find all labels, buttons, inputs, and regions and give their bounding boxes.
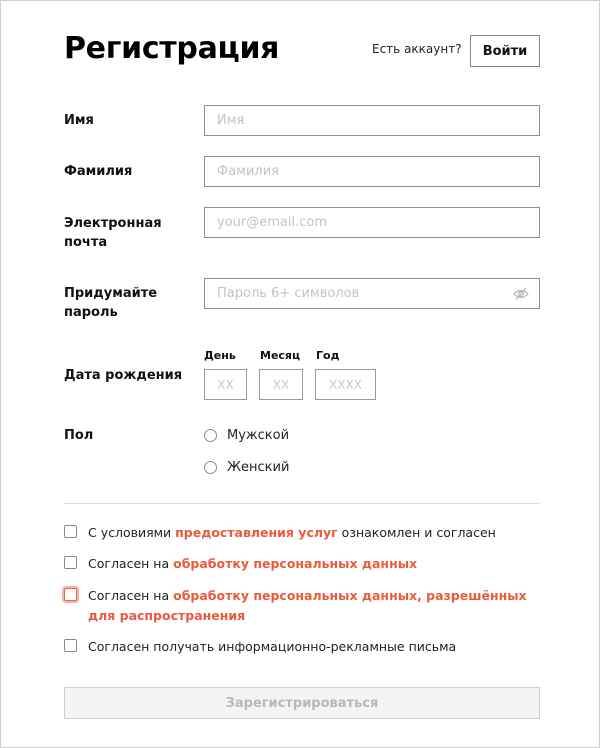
consent-text [88,554,548,574]
day-label: День [204,349,236,362]
gender-option-female[interactable] [204,460,289,475]
checkbox[interactable] [64,639,77,652]
checkbox[interactable] [64,525,77,538]
consent-text [88,586,548,626]
consent-personal-data[interactable] [64,554,548,574]
email-label-line2: почта [64,235,108,250]
consent-public-data[interactable] [64,586,548,626]
email-label [64,214,162,252]
gender-option-label: Женский [227,460,290,475]
checkbox[interactable] [64,556,77,569]
last-name-input[interactable] [204,156,540,187]
radio-button[interactable] [204,461,217,474]
month-input[interactable] [259,369,303,400]
divider [64,503,540,504]
consent-text: Согласен получать информационно-рекламные письма [88,639,457,654]
day-input[interactable] [204,369,247,400]
checkbox[interactable] [64,588,77,601]
register-button[interactable]: Зарегистрироваться [64,687,540,719]
first-name-label: Имя [64,113,94,128]
birth-date-label: Дата рождения [64,368,183,383]
year-label: Год [316,349,340,362]
password-label [64,284,157,322]
consent-newsletter[interactable] [64,637,548,657]
password-label-line2: пароль [64,305,118,320]
last-name-label: Фамилия [64,164,133,179]
password-input[interactable] [204,278,540,309]
page-title: Регистрация [64,31,280,66]
email-input[interactable] [204,207,540,238]
terms-link[interactable]: предоставления услуг [175,525,338,540]
first-name-input[interactable] [204,105,540,136]
login-button[interactable]: Войти [470,35,540,67]
gender-label: Пол [64,428,94,443]
month-label: Месяц [260,349,301,362]
consent-prefix: Согласен на [88,556,174,571]
email-label-line1: Электронная [64,216,162,231]
year-input[interactable] [315,369,376,400]
consent-prefix: Согласен на [88,588,174,603]
password-label-line1: Придумайте [64,286,158,301]
has-account-text: Есть аккаунт? [372,42,462,56]
personal-data-link[interactable]: обработку персональных данных [173,556,418,571]
gender-option-male[interactable] [204,428,289,443]
consent-suffix: ознакомлен и согласен [337,525,496,540]
consent-text [88,523,548,543]
radio-button[interactable] [204,429,217,442]
eye-off-icon[interactable] [513,286,529,300]
consent-prefix: С условиями [88,525,176,540]
gender-option-label: Мужской [227,428,290,443]
consent-terms[interactable] [64,523,548,543]
public-data-link[interactable]: обработку персональных данных, разрешённых для распространения [88,588,527,623]
